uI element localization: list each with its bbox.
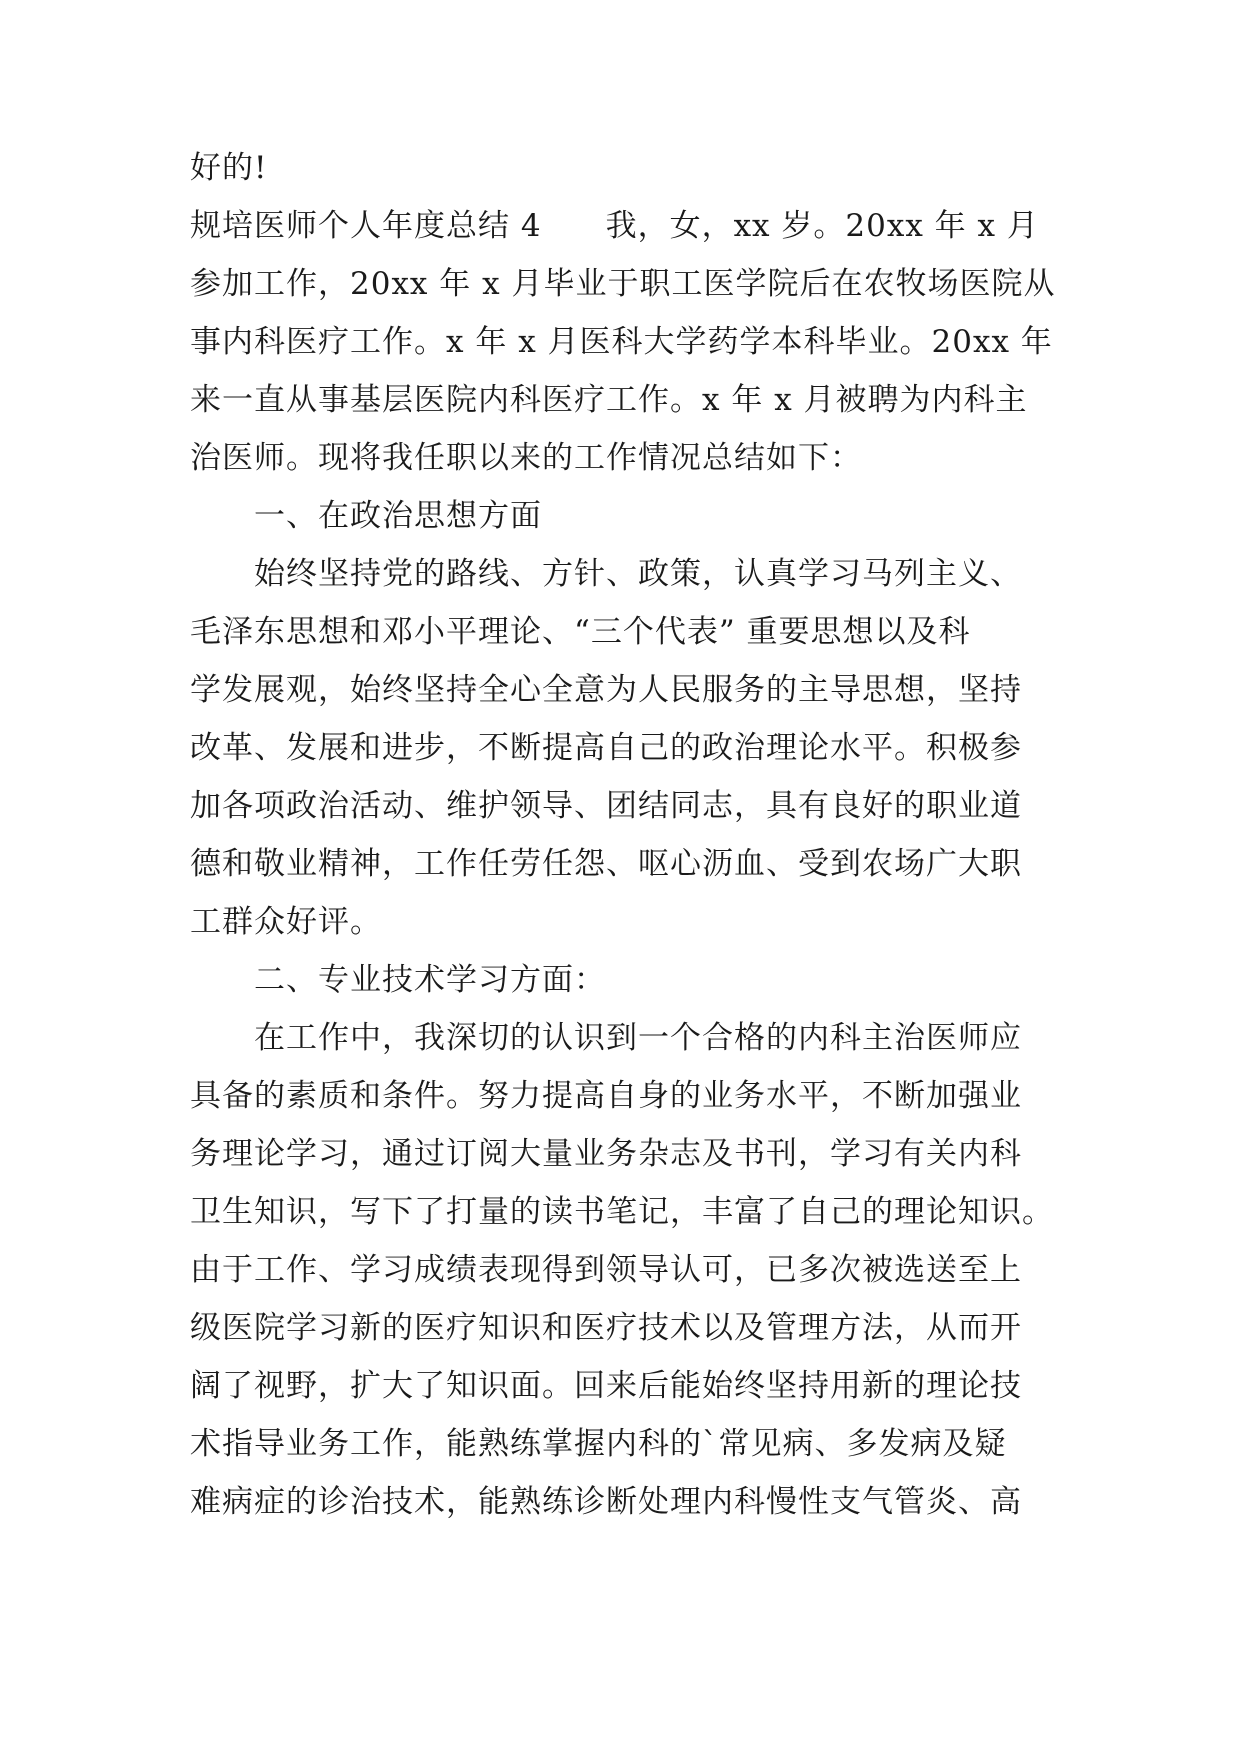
text-line: 规培医师个人年度总结 4 我，女，xx 岁。20xx 年 x 月 bbox=[190, 208, 1039, 244]
text-line: 毛泽东思想和邓小平理论、“三个代表” 重要思想以及科 bbox=[190, 614, 971, 650]
text-line: 改革、发展和进步，不断提高自己的政治理论水平。积极参 bbox=[190, 730, 1022, 766]
text-line: 具备的素质和条件。努力提高自身的业务水平，不断加强业 bbox=[190, 1078, 1022, 1114]
text-line: 卫生知识，写下了打量的读书笔记，丰富了自己的理论知识。 bbox=[190, 1194, 1054, 1230]
text-line: 始终坚持党的路线、方针、政策，认真学习马列主义、 bbox=[254, 556, 1022, 592]
text-line: 工群众好评。 bbox=[190, 904, 382, 940]
text-line: 务理论学习，通过订阅大量业务杂志及书刊，学习有关内科 bbox=[190, 1136, 1022, 1172]
text-line: 好的! bbox=[190, 150, 268, 186]
text-line: 阔了视野，扩大了知识面。回来后能始终坚持用新的理论技 bbox=[190, 1368, 1022, 1404]
section-heading: 二、专业技术学习方面： bbox=[254, 962, 606, 998]
text-line: 难病症的诊治技术，能熟练诊断处理内科慢性支气管炎、高 bbox=[190, 1484, 1022, 1520]
text-line: 加各项政治活动、维护领导、团结同志，具有良好的职业道 bbox=[190, 788, 1022, 824]
text-line: 由于工作、学习成绩表现得到领导认可，已多次被选送至上 bbox=[190, 1252, 1022, 1288]
text-line: 参加工作，20xx 年 x 月毕业于职工医学院后在农牧场医院从 bbox=[190, 266, 1056, 302]
section-heading: 一、在政治思想方面 bbox=[254, 498, 542, 534]
text-line: 治医师。现将我任职以来的工作情况总结如下： bbox=[190, 440, 862, 476]
text-line: 事内科医疗工作。x 年 x 月医科大学药学本科毕业。20xx 年 bbox=[190, 324, 1053, 360]
text-line: 学发展观，始终坚持全心全意为人民服务的主导思想，坚持 bbox=[190, 672, 1022, 708]
text-line: 来一直从事基层医院内科医疗工作。x 年 x 月被聘为内科主 bbox=[190, 382, 1028, 418]
text-line: 德和敬业精神，工作任劳任怨、呕心沥血、受到农场广大职 bbox=[190, 846, 1022, 882]
text-line: 级医院学习新的医疗知识和医疗技术以及管理方法，从而开 bbox=[190, 1310, 1022, 1346]
text-line: 术指导业务工作，能熟练掌握内科的`常见病、多发病及疑 bbox=[190, 1426, 1007, 1462]
text-line: 在工作中，我深切的认识到一个合格的内科主治医师应 bbox=[254, 1020, 1022, 1056]
